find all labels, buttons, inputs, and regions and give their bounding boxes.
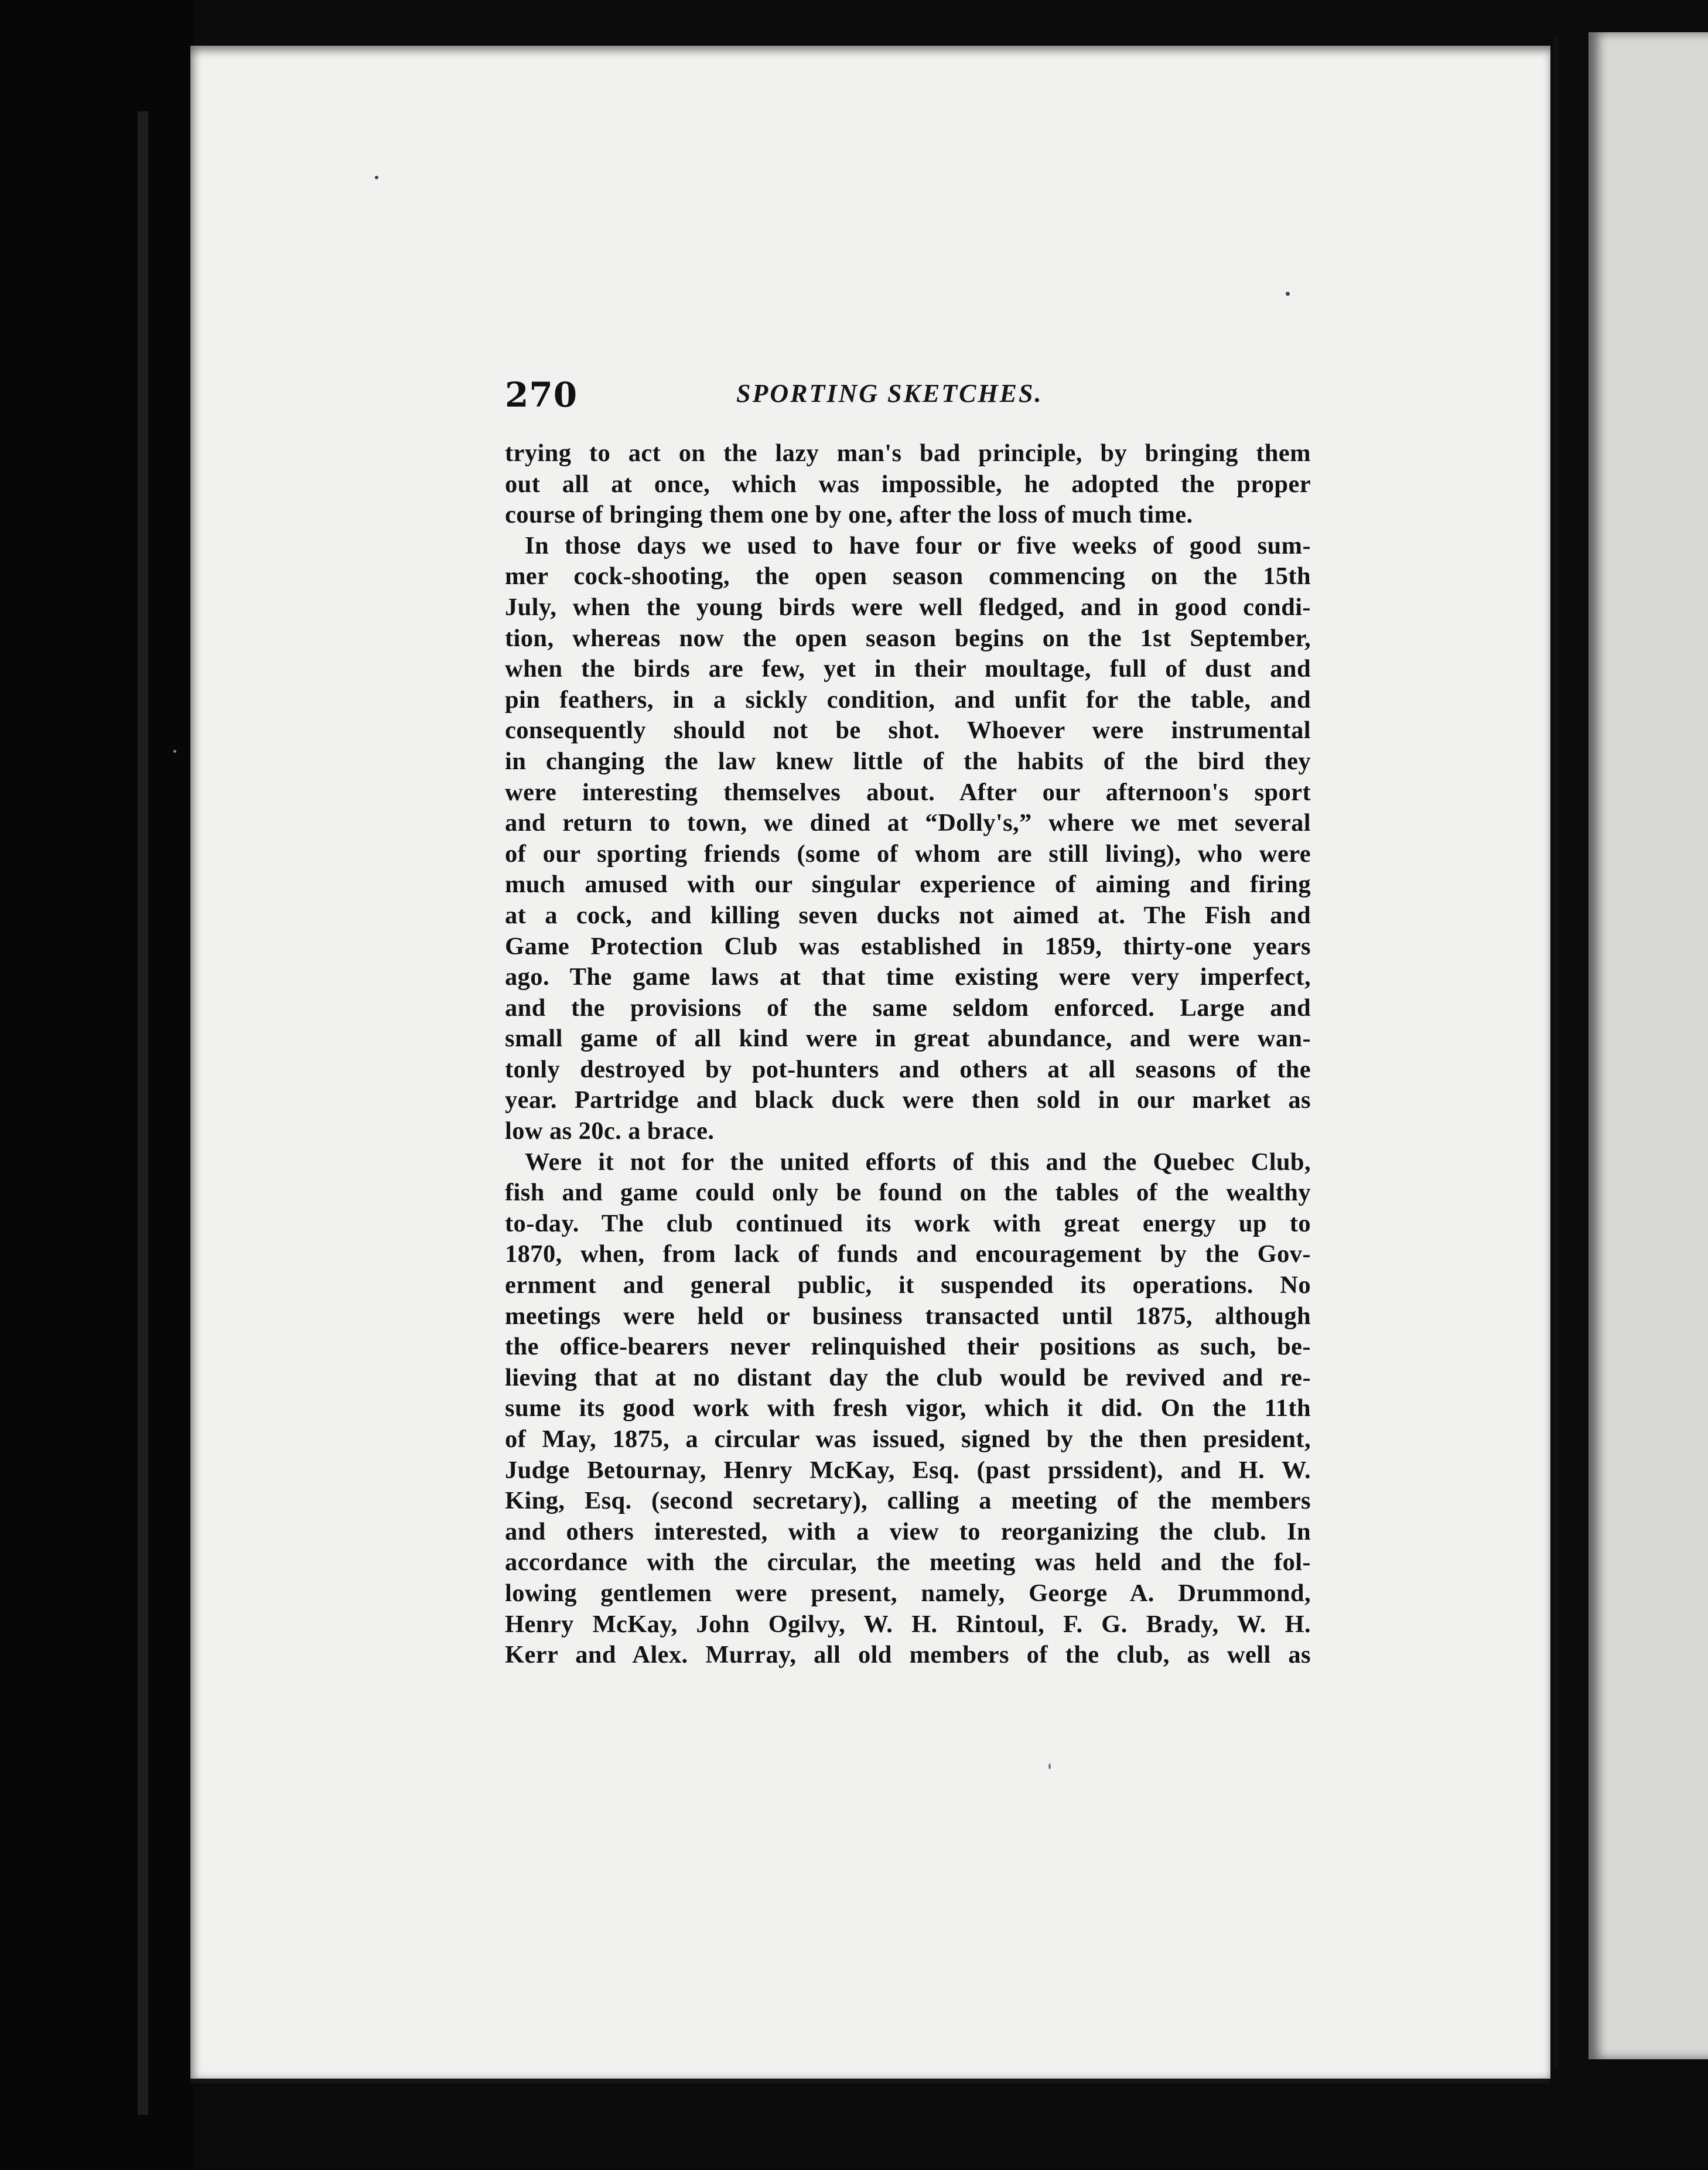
spine-edge bbox=[138, 111, 148, 2115]
scan-speck bbox=[375, 176, 378, 179]
text-line: at a cock, and killing seven ducks not aimed at. The Fish and bbox=[505, 901, 1311, 929]
text-line: ago. The game laws at that time existing were very imperfect, bbox=[505, 963, 1311, 991]
text-line: fish and game could only be found on the tables of the wealthy bbox=[505, 1179, 1311, 1207]
text-line: and return to town, we dined at “Dolly's,” where we met several bbox=[505, 809, 1311, 837]
scan-speck bbox=[1048, 1763, 1051, 1769]
text-line: meetings were held or business transacted until 1875, although bbox=[505, 1302, 1311, 1330]
running-title: SPORTING SKETCHES. bbox=[736, 379, 1043, 408]
text-line: lowing gentlemen were present, namely, George A. Drummond, bbox=[505, 1579, 1311, 1607]
text-line: when the birds are few, yet in their moultage, full of dust and bbox=[505, 655, 1311, 683]
text-line: King, Esq. (second secretary), calling a meeting of the members bbox=[505, 1487, 1311, 1515]
text-line: Kerr and Alex. Murray, all old members of the club, as well as bbox=[505, 1641, 1311, 1669]
text-line: sume its good work with fresh vigor, which it did. On the 11th bbox=[505, 1394, 1311, 1422]
text-line: the office-bearers never relinquished their positions as such, be- bbox=[505, 1333, 1311, 1361]
text-line: consequently should not be shot. Whoever were instrumental bbox=[505, 716, 1311, 745]
text-line: low as 20c. a brace. bbox=[505, 1117, 715, 1145]
text-line: 1870, when, from lack of funds and encouragement by the Gov- bbox=[505, 1240, 1311, 1268]
text-line: and the provisions of the same seldom enforced. Large and bbox=[505, 994, 1311, 1022]
text-line: trying to act on the lazy man's bad principle, by bringing them bbox=[505, 439, 1311, 467]
text-line: mer cock-shooting, the open season commencing on the 15th bbox=[505, 562, 1311, 591]
text-line: of our sporting friends (some of whom are still living), who were bbox=[505, 840, 1311, 868]
text-line: Game Protection Club was established in 1859, thirty-one years bbox=[505, 932, 1311, 960]
scan-speck bbox=[1286, 292, 1290, 296]
text-line: lieving that at no distant day the club would be revived and re- bbox=[505, 1363, 1311, 1391]
page-number: 270 bbox=[505, 375, 578, 415]
text-line: to-day. The club continued its work with great energy up to bbox=[505, 1209, 1311, 1237]
text-line: ernment and general public, it suspended its operations. No bbox=[505, 1271, 1311, 1299]
adjacent-page-edge bbox=[1589, 32, 1708, 2059]
body-text bbox=[505, 438, 1311, 1671]
text-line: July, when the young birds were well fledged, and in good condi- bbox=[505, 593, 1311, 621]
text-line: small game of all kind were in great abundance, and were wan- bbox=[505, 1025, 1311, 1053]
text-line: tonly destroyed by pot-hunters and others at all seasons of the bbox=[505, 1055, 1311, 1083]
text-line: course of bringing them one by one, after the loss of much time. bbox=[505, 501, 1193, 529]
page-bottom-edge bbox=[190, 2079, 1550, 2083]
text-line: were interesting themselves about. After our afternoon's sport bbox=[505, 778, 1311, 806]
text-line: In those days we used to have four or five weeks of good sum- bbox=[525, 531, 1311, 559]
text-line: tion, whereas now the open season begins on the 1st September, bbox=[505, 624, 1311, 652]
scan-speck bbox=[173, 750, 176, 753]
text-line: accordance with the circular, the meeting was held and the fol- bbox=[505, 1548, 1311, 1577]
text-line: Judge Betournay, Henry McKay, Esq. (past prssident), and H. W. bbox=[505, 1456, 1311, 1484]
text-line: and others interested, with a view to reorganizing the club. In bbox=[505, 1517, 1311, 1545]
text-line: much amused with our singular experience of aiming and firing bbox=[505, 871, 1311, 899]
text-line: year. Partridge and black duck were then sold in our market as bbox=[505, 1086, 1311, 1114]
text-line: Were it not for the united efforts of this and the Quebec Club, bbox=[525, 1148, 1311, 1176]
page-gutter bbox=[1553, 35, 1559, 2068]
text-line: in changing the law knew little of the habits of the bird they bbox=[505, 747, 1311, 775]
page-header bbox=[505, 375, 1307, 422]
text-line: Henry McKay, John Ogilvy, W. H. Rintoul, F. G. Brady, W. H. bbox=[505, 1610, 1311, 1638]
text-line: of May, 1875, a circular was issued, signed by the then president, bbox=[505, 1425, 1311, 1453]
text-line: out all at once, which was impossible, he adopted the proper bbox=[505, 470, 1311, 498]
text-line: pin feathers, in a sickly condition, and unfit for the table, and bbox=[505, 685, 1311, 714]
book-spine-shadow bbox=[0, 0, 193, 2170]
